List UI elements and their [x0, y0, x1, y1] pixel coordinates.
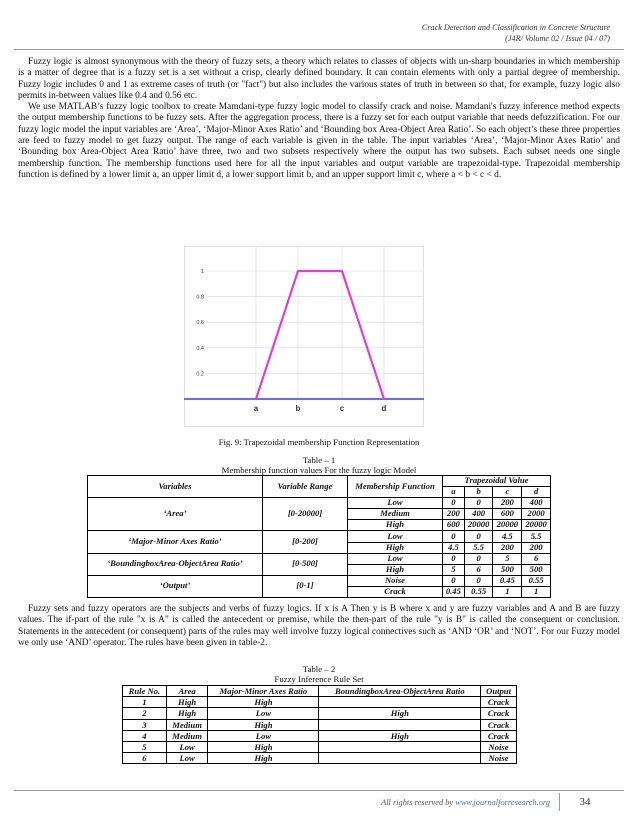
rule-cell: High [208, 697, 319, 708]
membership-function: High [348, 520, 443, 531]
membership-function: High [348, 542, 443, 553]
trapezoid-value: 20000 [493, 520, 522, 531]
variable-name: ‘Major-Minor Axes Ratio’ [88, 531, 263, 553]
membership-function: Noise [348, 575, 443, 586]
table-row [88, 531, 551, 542]
rule-cell [319, 741, 481, 752]
table-row [123, 741, 517, 752]
table2-subtitle: Fuzzy Inference Rule Set [274, 674, 364, 684]
y-tick-label: 0.6 [196, 320, 204, 327]
header-rule [14, 49, 624, 50]
table-row [88, 575, 551, 586]
trapezoid-value: 200 [493, 498, 522, 509]
col-area: Area [166, 686, 208, 697]
footer-rights: All rights reserved by [381, 798, 454, 807]
x-tick-label: b [295, 404, 301, 413]
table-row [123, 697, 517, 708]
table2-title: Table – 2 [302, 664, 336, 674]
trapezoid-value: 0 [464, 531, 493, 542]
variable-range: [0-1] [263, 575, 348, 597]
col-c: c [493, 487, 522, 498]
table2-body [123, 697, 517, 764]
rule-cell: Crack [481, 708, 517, 719]
rule-cell: High [319, 708, 481, 719]
paragraph-fuzzy-operators: Fuzzy sets and fuzzy operators are the subjects and verbs of fuzzy logics. If x is A Then y is B where x and y are fuzzy variables and A and B are fuzzy values. The if-part of the rule "x is A" is called the antecedent or premise, while the then-part of the rule "y is B" is called the consequent or conclusion. Statements in the antecedent (or consequent) parts of the rules may well involve fuzzy logical connectives such as ‘AND ‘OR’ and ‘NOT’. For our Fuzzy model we only use ‘AND’ operator. The rules have been given in table-2. [18, 604, 620, 648]
rule-cell: High [166, 697, 208, 708]
rule-cell: Crack [481, 697, 517, 708]
trapezoid-value: 400 [522, 498, 551, 509]
rule-cell: Noise [481, 753, 517, 764]
col-rule-no: Rule No. [123, 686, 167, 697]
trapezoid-value: 4.5 [443, 542, 465, 553]
trapezoid-value: 200 [443, 509, 465, 520]
membership-function: Low [348, 553, 443, 564]
col-trapezoidal: Trapezoidal Value [443, 476, 551, 487]
trapezoid-value: 0.55 [522, 575, 551, 586]
footer-text [381, 798, 550, 807]
membership-function: Low [348, 498, 443, 509]
rule-cell: Low [166, 741, 208, 752]
trapezoid-value: 6 [522, 553, 551, 564]
rule-cell: Crack [481, 730, 517, 741]
trapezoid-value: 0.45 [443, 586, 465, 597]
rule-cell: 6 [123, 753, 167, 764]
trapezoid-value: 1 [522, 586, 551, 597]
trapezoid-value: 20000 [522, 520, 551, 531]
rule-cell: Medium [166, 719, 208, 730]
trapezoid-value: 0 [464, 498, 493, 509]
y-tick-label: 0.2 [196, 371, 204, 378]
running-header [422, 22, 610, 44]
rule-cell: 4 [123, 730, 167, 741]
col-range: Variable Range [263, 476, 348, 498]
table-row [123, 730, 517, 741]
rule-cell [319, 697, 481, 708]
header-title: Crack Detection and Classification in Concrete Structure [421, 23, 610, 32]
trapezoid-value: 200 [522, 542, 551, 553]
paragraph-fuzzy-logic: Fuzzy logic is almost synonymous with the theory of fuzzy sets, a theory which relates to classes of objects with un-sharp boundaries in which membership is a matter of degree that is a fuzzy set is a set without a crisp, clearly defined boundary. It can contain elements with only a partial degree of membership. Fuzzy logic includes 0 and 1 as extreme cases of truth (or "fact") but also includes the various states of truth in between so that, for example, fuzzy logic also permits in-between values like 0.4 and 0.56 etc. [18, 57, 620, 101]
table-row [88, 498, 551, 509]
col-d: d [522, 487, 551, 498]
trapezoid-value: 20000 [464, 520, 493, 531]
page-number: 34 [559, 793, 610, 811]
rule-cell: Medium [166, 730, 208, 741]
rule-cell: High [208, 741, 319, 752]
trapezoid-value: 0 [464, 553, 493, 564]
variable-name: ‘BoundingboxArea-ObjectArea Ratio’ [88, 553, 263, 575]
trapezoid-value: 0 [443, 553, 465, 564]
col-mf: Membership Function [348, 476, 443, 498]
footer-rule [14, 790, 624, 791]
table1-body [88, 498, 551, 598]
trapezoid-value: 5.5 [522, 531, 551, 542]
body-text-rules [18, 604, 620, 649]
trapezoid-value: 5.5 [464, 542, 493, 553]
trapezoid-value: 0 [464, 575, 493, 586]
rule-cell: High [208, 753, 319, 764]
table1-subtitle: Membership function values For the fuzzy logic Model [221, 465, 417, 475]
table-row [123, 708, 517, 719]
trapezoid-value: 6 [464, 564, 493, 575]
trapezoid-value: 500 [522, 564, 551, 575]
rule-cell: High [319, 730, 481, 741]
rule-cell: Low [208, 730, 319, 741]
rule-cell: Low [166, 753, 208, 764]
paragraph-matlab: We use MATLAB’s fuzzy logic toolbox to create Mamdani-type fuzzy logic model to classify crack and noise. Mamdani's fuzzy inference method expects the output membership functions to be fuzzy sets. After the aggregation process, there is a fuzzy set for each output variable that needs defuzzification. For our fuzzy logic model the input variables are ‘Area’, ‘Major-Minor Axes Ratio’ and ‘Bounding box Area-Object Area Ratio’. So each object’s these three properties are feed to fuzzy model to get fuzzy output. The range of each variable is given in the table. The input variables ‘Area’, ‘Major-Minor Axes Ratio’ and ‘Bounding box Area-Object Area Ratio’ have three, two and two subsets respectively where the output has two subsets. Each subset needs one single membership function. The membership functions used here for all the input variables and output variable are trapezoidal-type. Trapezoidal membership function is defined by a lower limit a, an upper limit d, a lower support limit b, and an upper support limit c, where a < b < c < d. [18, 102, 620, 180]
variable-range: [0-20000] [263, 498, 348, 531]
membership-values-table [87, 475, 551, 598]
rule-cell [319, 719, 481, 730]
trapezoid-value: 0 [443, 498, 465, 509]
figure-caption: Fig. 9: Trapezoidal membership Function Representation [218, 437, 420, 447]
trapezoid-figure [184, 246, 424, 427]
col-b: b [464, 487, 493, 498]
trapezoid-value: 1 [493, 586, 522, 597]
trapezoid-value: 0.55 [464, 586, 493, 597]
trapezoid-value: 5 [493, 553, 522, 564]
y-tick-label: 1 [200, 269, 204, 275]
y-tick-label: 0.8 [196, 294, 204, 301]
trapezoid-value: 2000 [522, 509, 551, 520]
membership-function: Low [348, 531, 443, 542]
trapezoid-value: 0 [443, 575, 465, 586]
trapezoid-value: 0 [443, 531, 465, 542]
variable-range: [0-200] [263, 531, 348, 553]
table-row [123, 719, 517, 730]
trapezoid-value: 0.45 [493, 575, 522, 586]
rule-cell: Low [208, 708, 319, 719]
rule-cell: 5 [123, 741, 167, 752]
rule-cell: Crack [481, 719, 517, 730]
col-bbox-ratio: BoundingboxArea-ObjectArea Ratio [319, 686, 481, 697]
membership-function: Crack [348, 586, 443, 597]
rule-cell: High [208, 719, 319, 730]
rule-cell: Noise [481, 741, 517, 752]
x-tick-label: c [339, 404, 345, 413]
trapezoid-value: 5 [443, 564, 465, 575]
variable-range: [0-500] [263, 553, 348, 575]
rule-cell: 2 [123, 708, 167, 719]
rule-cell: 1 [123, 697, 167, 708]
header-issue: (J4R/ Volume 02 / Issue 04 / 07) [505, 34, 610, 43]
trapezoid-value: 400 [464, 509, 493, 520]
col-major-minor: Major-Minor Axes Ratio [208, 686, 319, 697]
table-row [123, 753, 517, 764]
trapezoid-value: 600 [493, 509, 522, 520]
variable-name: ‘Output’ [88, 575, 263, 597]
trapezoid-value: 600 [443, 520, 465, 531]
col-a: a [443, 487, 465, 498]
rule-set-table [122, 685, 517, 764]
table-row [88, 553, 551, 564]
variable-name: ‘Area’ [88, 498, 263, 531]
y-tick-label: 0.4 [196, 345, 204, 352]
rule-cell: 3 [123, 719, 167, 730]
membership-function: Medium [348, 509, 443, 520]
rule-cell [319, 753, 481, 764]
x-tick-label: a [253, 404, 259, 413]
x-tick-label: d [381, 404, 387, 413]
membership-function: High [348, 564, 443, 575]
table1-title: Table – 1 [302, 455, 336, 465]
trapezoid-value: 4.5 [493, 531, 522, 542]
body-text [18, 57, 620, 181]
footer-site-link[interactable]: www.journalforresearch.org [455, 798, 550, 807]
col-output: Output [481, 686, 517, 697]
trapezoid-value: 200 [493, 542, 522, 553]
rule-cell: High [166, 708, 208, 719]
trapezoid-value: 500 [493, 564, 522, 575]
col-variables: Variables [88, 476, 263, 498]
